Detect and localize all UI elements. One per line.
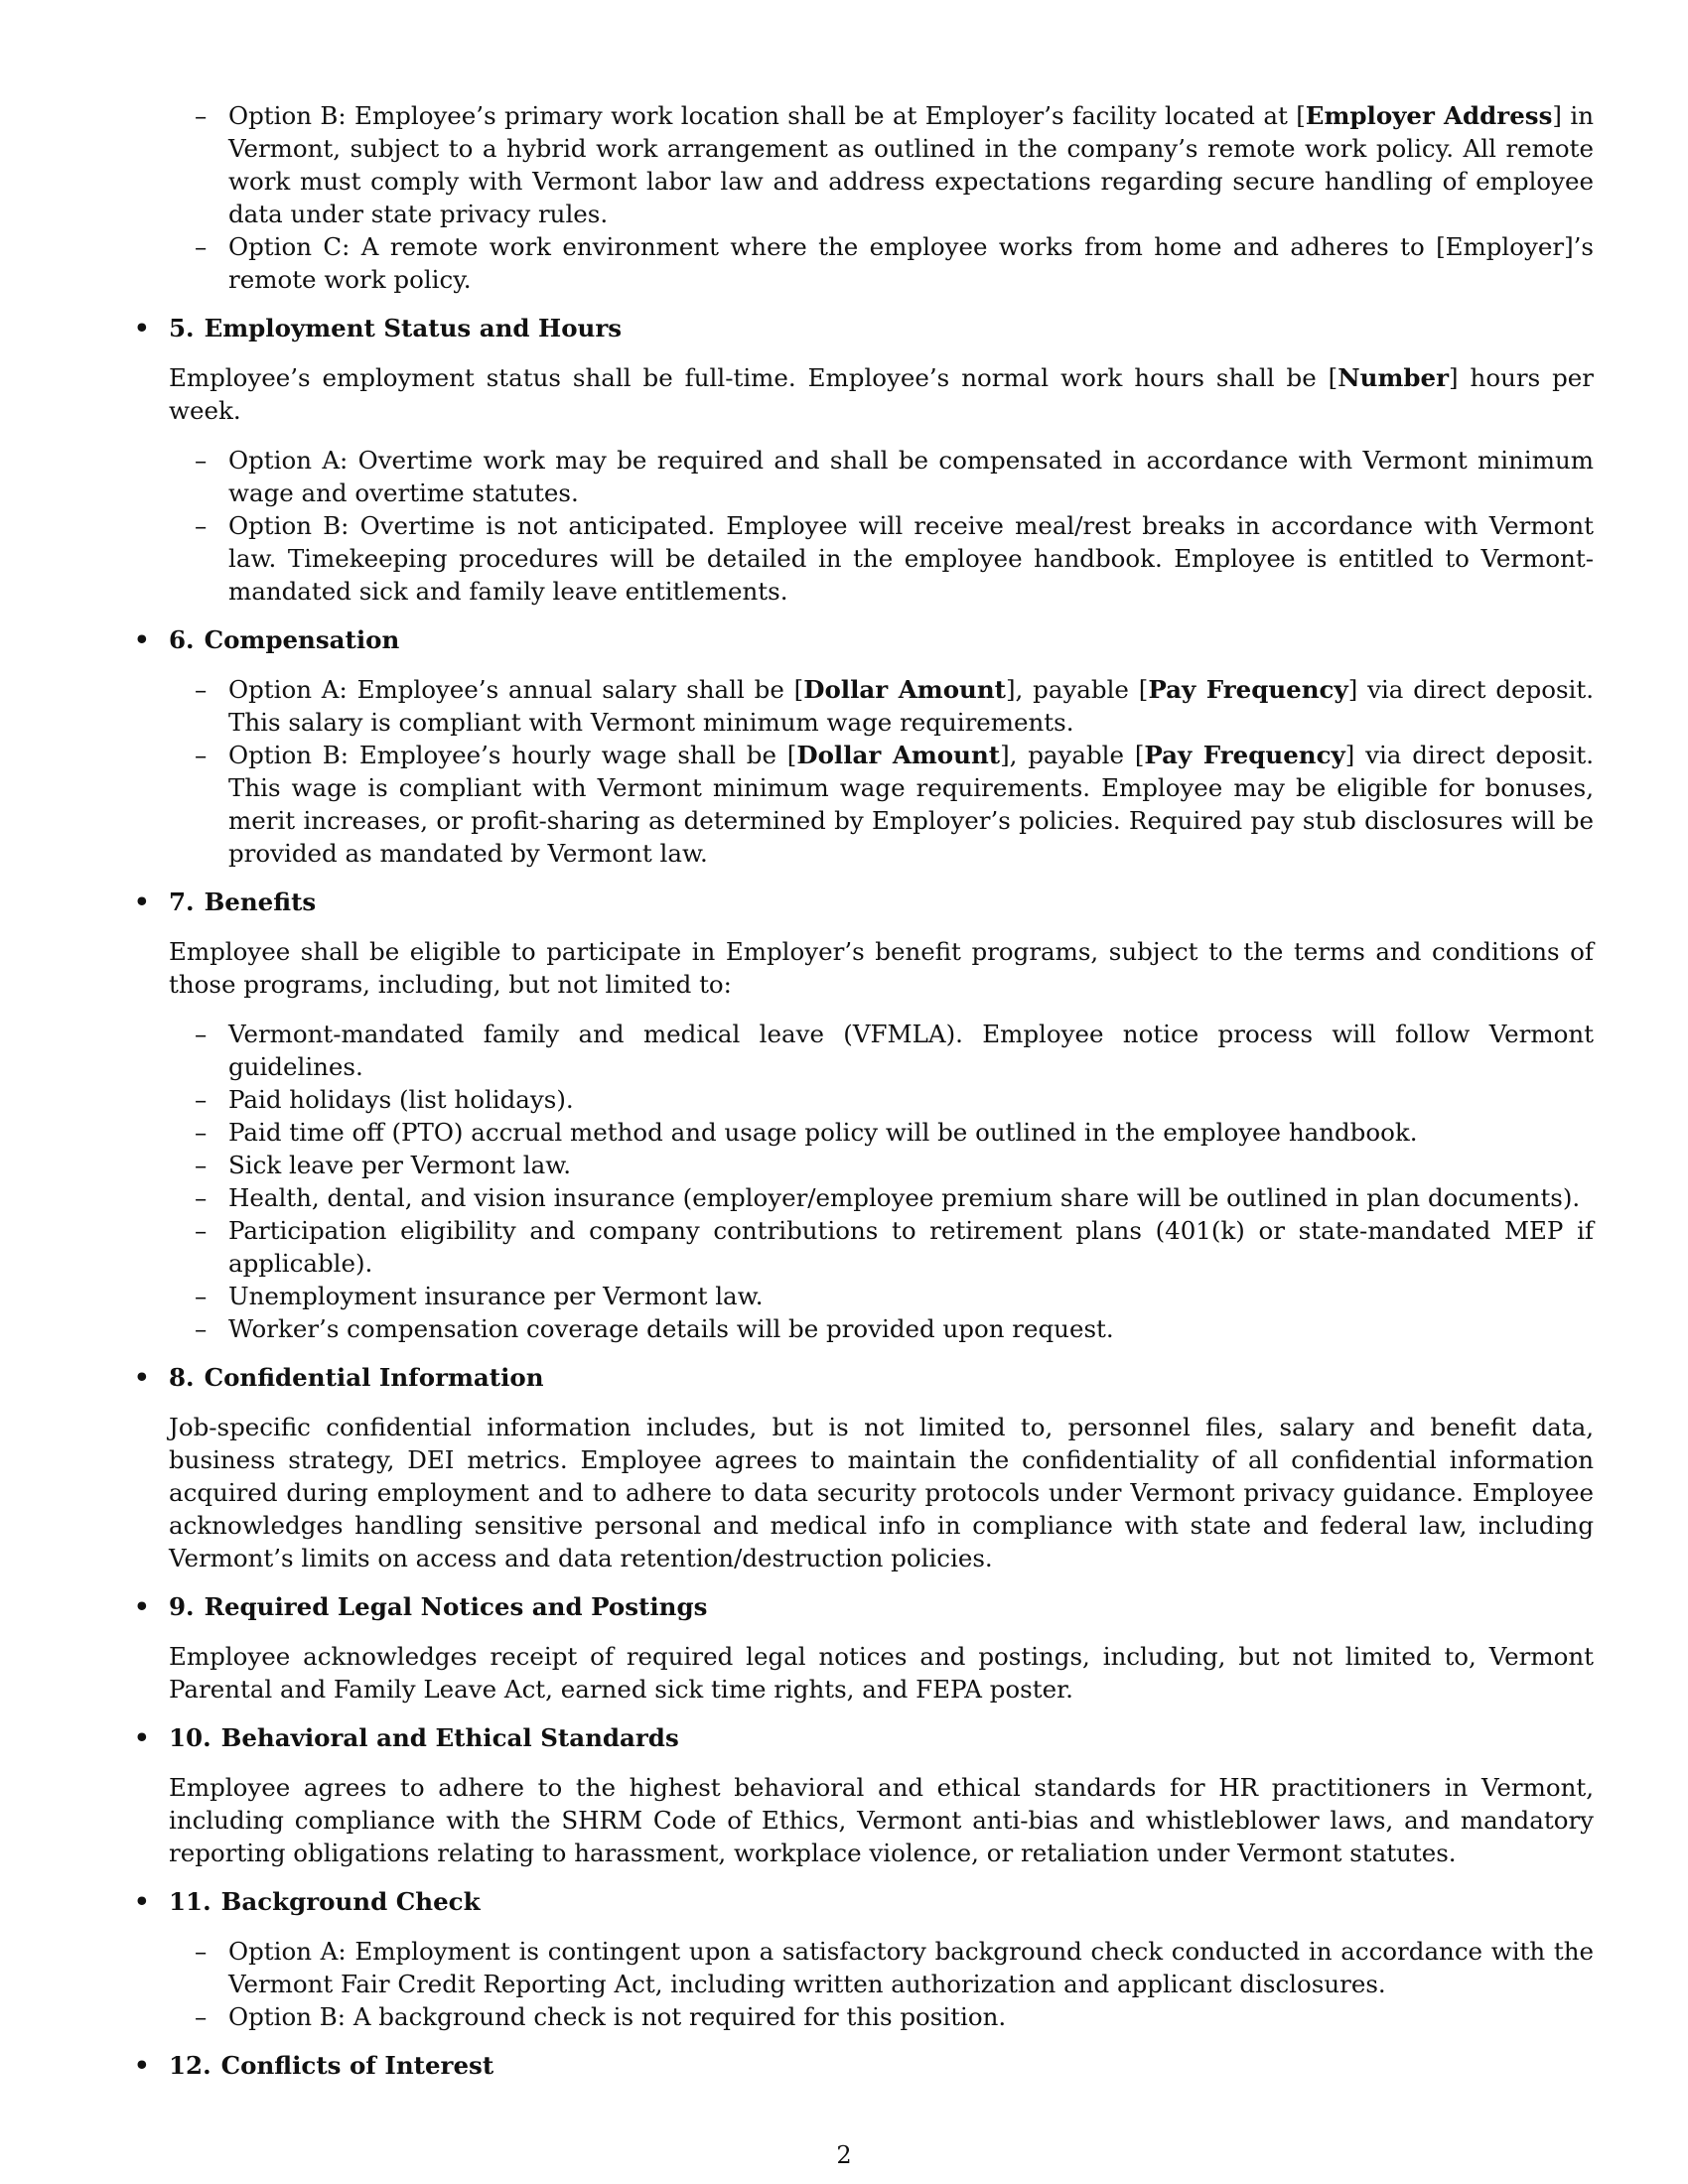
list-item: – Option B: Overtime is not anticipated. Employee will receive meal/rest breaks in accordance with Vermont law. Timekeeping procedures will be detailed in the employee handbook. Employee is entitled to Vermont-mandated sick and family leave entitlements. bbox=[195, 511, 1594, 606]
section-benefits bbox=[134, 886, 1594, 1345]
section-paragraph: Employee acknowledges receipt of required legal notices and postings, including, but not limited to, Vermont Parental and Family Leave Act, earned sick time rights, and FEPA poster. bbox=[169, 1642, 1594, 1704]
bullet-icon: • bbox=[134, 1363, 150, 1392]
options-list bbox=[169, 673, 1594, 870]
section-heading: 5. Employment Status and Hours bbox=[169, 314, 623, 342]
list-item: – Sick leave per Vermont law. bbox=[195, 1151, 572, 1179]
section-heading: 8. Confidential Information bbox=[169, 1363, 544, 1392]
section-paragraph: Employee’s employment status shall be full-time. Employee’s normal work hours shall be [Number] hours per week. bbox=[169, 363, 1595, 425]
section-compensation bbox=[134, 623, 1594, 870]
list-item: – Option B: A background check is not required for this position. bbox=[195, 2002, 1007, 2031]
list-item: – Participation eligibility and company contributions to retirement plans (401(k) or state-mandated MEP if applicable). bbox=[195, 1216, 1594, 1278]
section-paragraph: Employee shall be eligible to participate in Employer’s benefit programs, subject to the terms and conditions of those programs, including, but not limited to: bbox=[169, 937, 1594, 999]
bullet-icon: • bbox=[134, 887, 150, 916]
list-item: – Unemployment insurance per Vermont law. bbox=[195, 1282, 764, 1310]
bullet-icon: • bbox=[134, 2051, 150, 2080]
list-item: – Option A: Employment is contingent upon a satisfactory background check conducted in accordance with the Vermont Fair Credit Reporting Act, including written authorization and applicant disclosures. bbox=[195, 1937, 1594, 1998]
section-heading: 10. Behavioral and Ethical Standards bbox=[169, 1723, 679, 1752]
section-background-check bbox=[134, 1885, 1594, 2033]
section-legal-notices bbox=[134, 1590, 1594, 1706]
bullet-icon: • bbox=[134, 625, 150, 654]
list-item: – Paid holidays (list holidays). bbox=[195, 1085, 574, 1114]
list-item: – Paid time off (PTO) accrual method and usage policy will be outlined in the employee handbook. bbox=[195, 1118, 1418, 1147]
section-paragraph: Job-specific confidential information includes, but is not limited to, personnel files, salary and benefit data, business strategy, DEI metrics. Employee agrees to maintain the confidentiality of all confidential information acquired during employment and to adhere to data security protocols under Vermont privacy guidance. Employee acknowledges handling sensitive personal and medical info in compliance with state and federal law, including Vermont’s limits on access and data retention/destruction policies. bbox=[169, 1413, 1594, 1572]
options-list bbox=[169, 444, 1594, 608]
list-item: – Option B: Employee’s hourly wage shall be [Dollar Amount], payable [Pay Frequency] via direct deposit. This wage is compliant with Vermont minimum wage requirements. Employee may be eligible for bonuses, merit increases, or profit-sharing as determined by Employer’s policies. Required pay stub disclosures will be provided as mandated by Vermont law. bbox=[195, 741, 1594, 868]
list-item: – Health, dental, and vision insurance (employer/employee premium share will be outlined in plan documents). bbox=[195, 1183, 1581, 1212]
section-conflicts-of-interest bbox=[134, 2049, 1594, 2082]
section-confidential-information bbox=[134, 1361, 1594, 1574]
list-item: – Option A: Overtime work may be required and shall be compensated in accordance with Vermont minimum wage and overtime statutes. bbox=[195, 446, 1594, 507]
bullet-icon: • bbox=[134, 1887, 150, 1916]
list-item: – Option A: Employee’s annual salary shall be [Dollar Amount], payable [Pay Frequency] via direct deposit. This salary is compliant with Vermont minimum wage requirements. bbox=[195, 675, 1594, 737]
list-item: – Vermont-mandated family and medical leave (VFMLA). Employee notice process will follow Vermont guidelines. bbox=[195, 1020, 1594, 1081]
bullet-icon: • bbox=[134, 314, 150, 342]
options-list bbox=[169, 1935, 1594, 2033]
section-heading: 11. Background Check bbox=[169, 1887, 481, 1916]
bullet-icon: • bbox=[134, 1592, 150, 1621]
list-item: – Worker’s compensation coverage details will be provided upon request. bbox=[195, 1314, 1114, 1343]
section-heading: 7. Benefits bbox=[169, 887, 317, 916]
document-body bbox=[134, 99, 1594, 2082]
list-item: – Option B: Employee’s primary work location shall be at Employer’s facility located at [Employer Address] in Vermont, subject to a hybrid work arrangement as outlined in the company’s remote work policy. All remote work must comply with Vermont labor law and address expectations regarding secure handling of employee data under state privacy rules. bbox=[195, 101, 1594, 228]
section-employment-status bbox=[134, 312, 1594, 608]
section-ethical-standards bbox=[134, 1721, 1594, 1869]
page-number: 2 bbox=[836, 2141, 852, 2169]
bullet-icon: • bbox=[134, 1723, 150, 1752]
section-heading: 6. Compensation bbox=[169, 625, 400, 654]
list-item: – Option C: A remote work environment where the employee works from home and adheres to [Employer]’s remote work policy. bbox=[195, 232, 1594, 294]
benefits-list bbox=[169, 1018, 1594, 1345]
carryover-options-list bbox=[134, 99, 1594, 296]
section-paragraph: Employee agrees to adhere to the highest behavioral and ethical standards for HR practitioners in Vermont, including compliance with the SHRM Code of Ethics, Vermont anti-bias and whistleblower laws, and mandatory reporting obligations relating to harassment, workplace violence, or retaliation under Vermont statutes. bbox=[169, 1773, 1594, 1867]
section-heading: 12. Conflicts of Interest bbox=[169, 2051, 494, 2080]
section-heading: 9. Required Legal Notices and Postings bbox=[169, 1592, 708, 1621]
